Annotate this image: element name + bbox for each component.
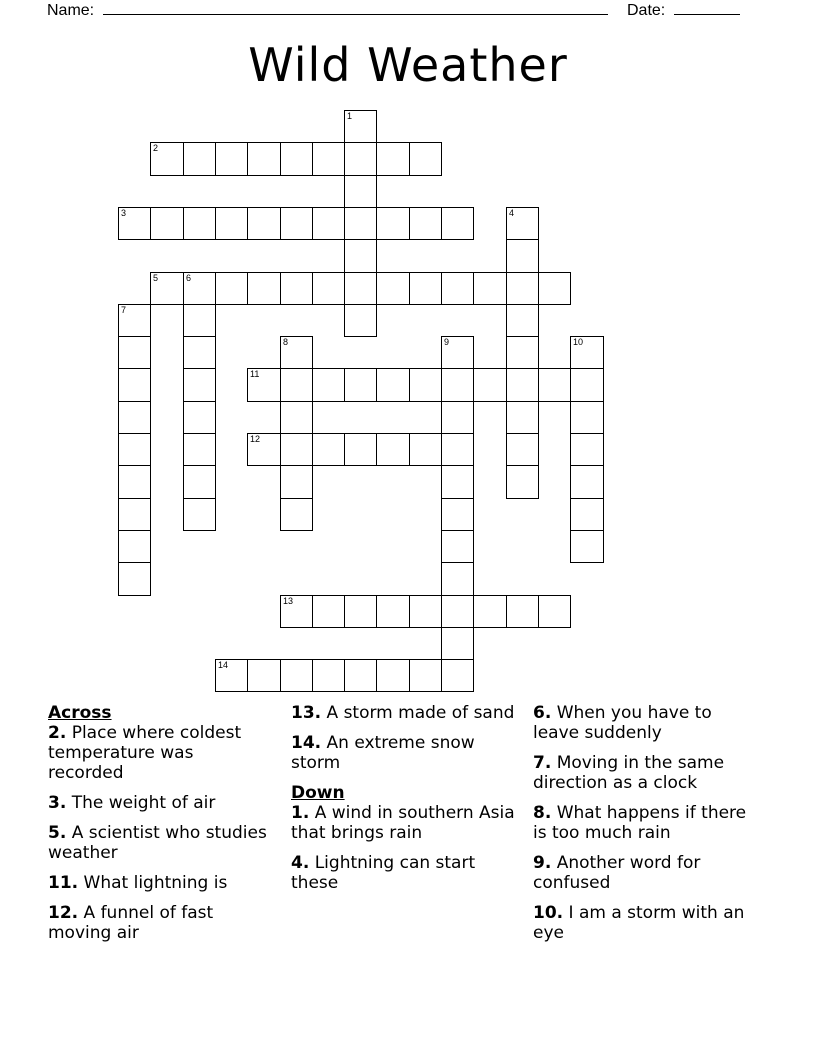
clue-number: 6. (533, 703, 552, 723)
grid-cell[interactable] (118, 498, 151, 531)
grid-cell[interactable] (118, 304, 151, 337)
grid-cell[interactable] (280, 142, 313, 176)
grid-cell[interactable] (538, 368, 571, 402)
clue-down-9 (533, 853, 758, 893)
grid-cell[interactable] (183, 465, 216, 499)
grid-cell[interactable] (344, 595, 377, 628)
clue-column-1 (48, 703, 273, 953)
grid-cell[interactable] (441, 207, 474, 240)
grid-cell[interactable] (506, 304, 539, 337)
grid-cell[interactable] (312, 142, 345, 176)
clue-across-11 (48, 873, 273, 893)
grid-cell[interactable] (215, 272, 248, 305)
grid-cell[interactable] (344, 239, 377, 273)
grid-cell[interactable] (441, 368, 474, 402)
grid-cell[interactable] (183, 368, 216, 402)
clue-text: A wind in southern Asia that brings rain (291, 803, 515, 843)
clue-text: An extreme snow storm (291, 733, 475, 773)
clue-number: 9. (533, 853, 552, 873)
grid-cell[interactable] (247, 368, 281, 402)
date-field[interactable] (627, 0, 740, 20)
cell-number: 1 (347, 111, 353, 121)
grid-cell[interactable] (409, 142, 442, 176)
clue-text: The weight of air (71, 793, 216, 813)
grid-cell[interactable] (280, 498, 313, 531)
grid-cell[interactable] (183, 272, 216, 305)
grid-cell[interactable] (409, 272, 442, 305)
name-line[interactable] (103, 0, 608, 15)
down-heading: Down (291, 783, 345, 803)
grid-cell[interactable] (118, 562, 151, 596)
grid-cell[interactable] (344, 175, 377, 208)
grid-cell[interactable] (183, 304, 216, 337)
grid-cell[interactable] (280, 659, 313, 692)
grid-cell[interactable] (441, 562, 474, 596)
grid-cell[interactable] (150, 142, 184, 176)
page-title: Wild Weather (248, 38, 568, 92)
cell-number: 9 (444, 337, 450, 347)
grid-cell[interactable] (506, 401, 539, 434)
clue-number: 1. (291, 803, 310, 823)
grid-cell[interactable] (441, 627, 474, 660)
clue-text: A funnel of fast moving air (48, 903, 214, 943)
cell-number: 4 (509, 208, 515, 218)
grid-cell[interactable] (118, 207, 151, 240)
grid-cell[interactable] (538, 272, 571, 305)
grid-cell[interactable] (441, 498, 474, 531)
grid-cell[interactable] (376, 595, 410, 628)
grid-cell[interactable] (376, 433, 410, 466)
grid-cell[interactable] (118, 368, 151, 402)
grid-cell[interactable] (441, 530, 474, 563)
grid-cell[interactable] (409, 659, 442, 692)
clue-across-2 (48, 723, 273, 783)
grid-cell[interactable] (570, 336, 604, 369)
grid-cell[interactable] (376, 659, 410, 692)
grid-cell[interactable] (118, 530, 151, 563)
grid-cell[interactable] (150, 272, 184, 305)
clue-text: Another word for confused (533, 853, 701, 893)
grid-cell[interactable] (312, 433, 345, 466)
clue-number: 4. (291, 853, 310, 873)
grid-cell[interactable] (473, 595, 507, 628)
grid-cell[interactable] (506, 433, 539, 466)
grid-cell[interactable] (247, 272, 281, 305)
grid-cell[interactable] (376, 207, 410, 240)
clue-column-3 (533, 703, 758, 953)
clue-down-4 (291, 853, 516, 893)
clue-column-2 (291, 703, 516, 903)
clue-text: What happens if there is too much rain (533, 803, 747, 843)
cell-number: 5 (153, 273, 159, 283)
clue-across-12 (48, 903, 273, 943)
clue-across-3 (48, 793, 273, 813)
clue-down-8 (533, 803, 758, 843)
grid-cell[interactable] (215, 659, 248, 692)
grid-cell[interactable] (118, 465, 151, 499)
grid-cell[interactable] (441, 401, 474, 434)
clue-number: 14. (291, 733, 322, 753)
grid-cell[interactable] (312, 272, 345, 305)
grid-cell[interactable] (344, 433, 377, 466)
grid-cell[interactable] (441, 336, 474, 369)
cell-number: 2 (153, 143, 159, 153)
grid-cell[interactable] (506, 239, 539, 273)
grid-cell[interactable] (247, 433, 281, 466)
grid-cell[interactable] (506, 595, 539, 628)
cell-number: 10 (573, 337, 584, 347)
grid-cell[interactable] (312, 659, 345, 692)
clue-down-6 (533, 703, 758, 743)
clue-across-14 (291, 733, 516, 773)
clue-text: Lightning can start these (291, 853, 476, 893)
grid-cell[interactable] (280, 595, 313, 628)
cell-number: 7 (121, 305, 127, 315)
grid-cell[interactable] (280, 465, 313, 499)
grid-cell[interactable] (215, 207, 248, 240)
clue-down-7 (533, 753, 758, 793)
grid-cell[interactable] (312, 207, 345, 240)
cell-number: 12 (250, 434, 261, 444)
grid-cell[interactable] (344, 142, 377, 176)
grid-cell[interactable] (118, 336, 151, 369)
name-label: Name: (47, 2, 95, 19)
cell-number: 14 (218, 660, 229, 670)
grid-cell[interactable] (280, 433, 313, 466)
grid-cell[interactable] (344, 207, 377, 240)
clue-number: 2. (48, 723, 67, 743)
clue-number: 11. (48, 873, 79, 893)
grid-cell[interactable] (280, 207, 313, 240)
clue-number: 12. (48, 903, 79, 923)
grid-cell[interactable] (215, 142, 248, 176)
clue-text: I am a storm with an eye (533, 903, 745, 943)
grid-cell[interactable] (344, 110, 377, 143)
clue-text: Place where coldest temperature was recorded (48, 723, 242, 783)
grid-cell[interactable] (183, 207, 216, 240)
clue-text: When you have to leave suddenly (533, 703, 712, 743)
grid-cell[interactable] (409, 368, 442, 402)
grid-cell[interactable] (183, 142, 216, 176)
cell-number: 11 (250, 369, 260, 379)
clue-number: 3. (48, 793, 67, 813)
grid-cell[interactable] (280, 272, 313, 305)
grid-cell[interactable] (570, 530, 604, 563)
grid-cell[interactable] (473, 272, 507, 305)
grid-cell[interactable] (312, 368, 345, 402)
grid-cell[interactable] (312, 595, 345, 628)
clue-across-13 (291, 703, 516, 723)
clue-text: What lightning is (83, 873, 228, 893)
clue-number: 7. (533, 753, 552, 773)
grid-cell[interactable] (441, 659, 474, 692)
cell-number: 3 (121, 208, 127, 218)
grid-cell[interactable] (376, 272, 410, 305)
clue-text: Moving in the same direction as a clock (533, 753, 725, 793)
across-heading: Across (48, 703, 112, 723)
grid-cell[interactable] (150, 207, 184, 240)
grid-cell[interactable] (570, 465, 604, 499)
grid-cell[interactable] (183, 433, 216, 466)
grid-cell[interactable] (473, 368, 507, 402)
grid-cell[interactable] (570, 498, 604, 531)
grid-cell[interactable] (183, 336, 216, 369)
grid-cell[interactable] (344, 304, 377, 337)
cell-number: 8 (283, 337, 289, 347)
grid-cell[interactable] (118, 433, 151, 466)
clue-down-10 (533, 903, 758, 943)
grid-cell[interactable] (344, 368, 377, 402)
clue-text: A scientist who studies weather (48, 823, 267, 863)
grid-cell[interactable] (247, 659, 281, 692)
clue-text: A storm made of sand (326, 703, 515, 723)
clue-number: 8. (533, 803, 552, 823)
date-label: Date: (627, 2, 666, 19)
clue-number: 5. (48, 823, 67, 843)
grid-cell[interactable] (506, 368, 539, 402)
grid-cell[interactable] (538, 595, 571, 628)
grid-cell[interactable] (570, 368, 604, 402)
grid-cell[interactable] (506, 207, 539, 240)
grid-cell[interactable] (441, 272, 474, 305)
grid-cell[interactable] (506, 465, 539, 499)
clue-number: 13. (291, 703, 322, 723)
clue-down-1 (291, 803, 516, 843)
grid-cell[interactable] (441, 465, 474, 499)
grid-cell[interactable] (344, 272, 377, 305)
grid-cell[interactable] (183, 401, 216, 434)
grid-cell[interactable] (280, 368, 313, 402)
grid-cell[interactable] (280, 401, 313, 434)
grid-cell[interactable] (344, 659, 377, 692)
grid-cell[interactable] (118, 401, 151, 434)
grid-cell[interactable] (441, 433, 474, 466)
clue-across-5 (48, 823, 273, 863)
grid-cell[interactable] (376, 142, 410, 176)
grid-cell[interactable] (441, 595, 474, 628)
grid-cell[interactable] (280, 336, 313, 369)
grid-cell[interactable] (409, 595, 442, 628)
grid-cell[interactable] (409, 433, 442, 466)
date-line[interactable] (674, 0, 740, 15)
grid-cell[interactable] (247, 207, 281, 240)
grid-cell[interactable] (506, 336, 539, 369)
grid-cell[interactable] (376, 368, 410, 402)
name-field[interactable] (47, 0, 608, 20)
clue-number: 10. (533, 903, 564, 923)
cell-number: 6 (186, 273, 192, 283)
grid-cell[interactable] (506, 272, 539, 305)
grid-cell[interactable] (247, 142, 281, 176)
cell-number: 13 (283, 596, 294, 606)
grid-cell[interactable] (183, 498, 216, 531)
grid-cell[interactable] (570, 433, 604, 466)
grid-cell[interactable] (570, 401, 604, 434)
grid-cell[interactable] (409, 207, 442, 240)
